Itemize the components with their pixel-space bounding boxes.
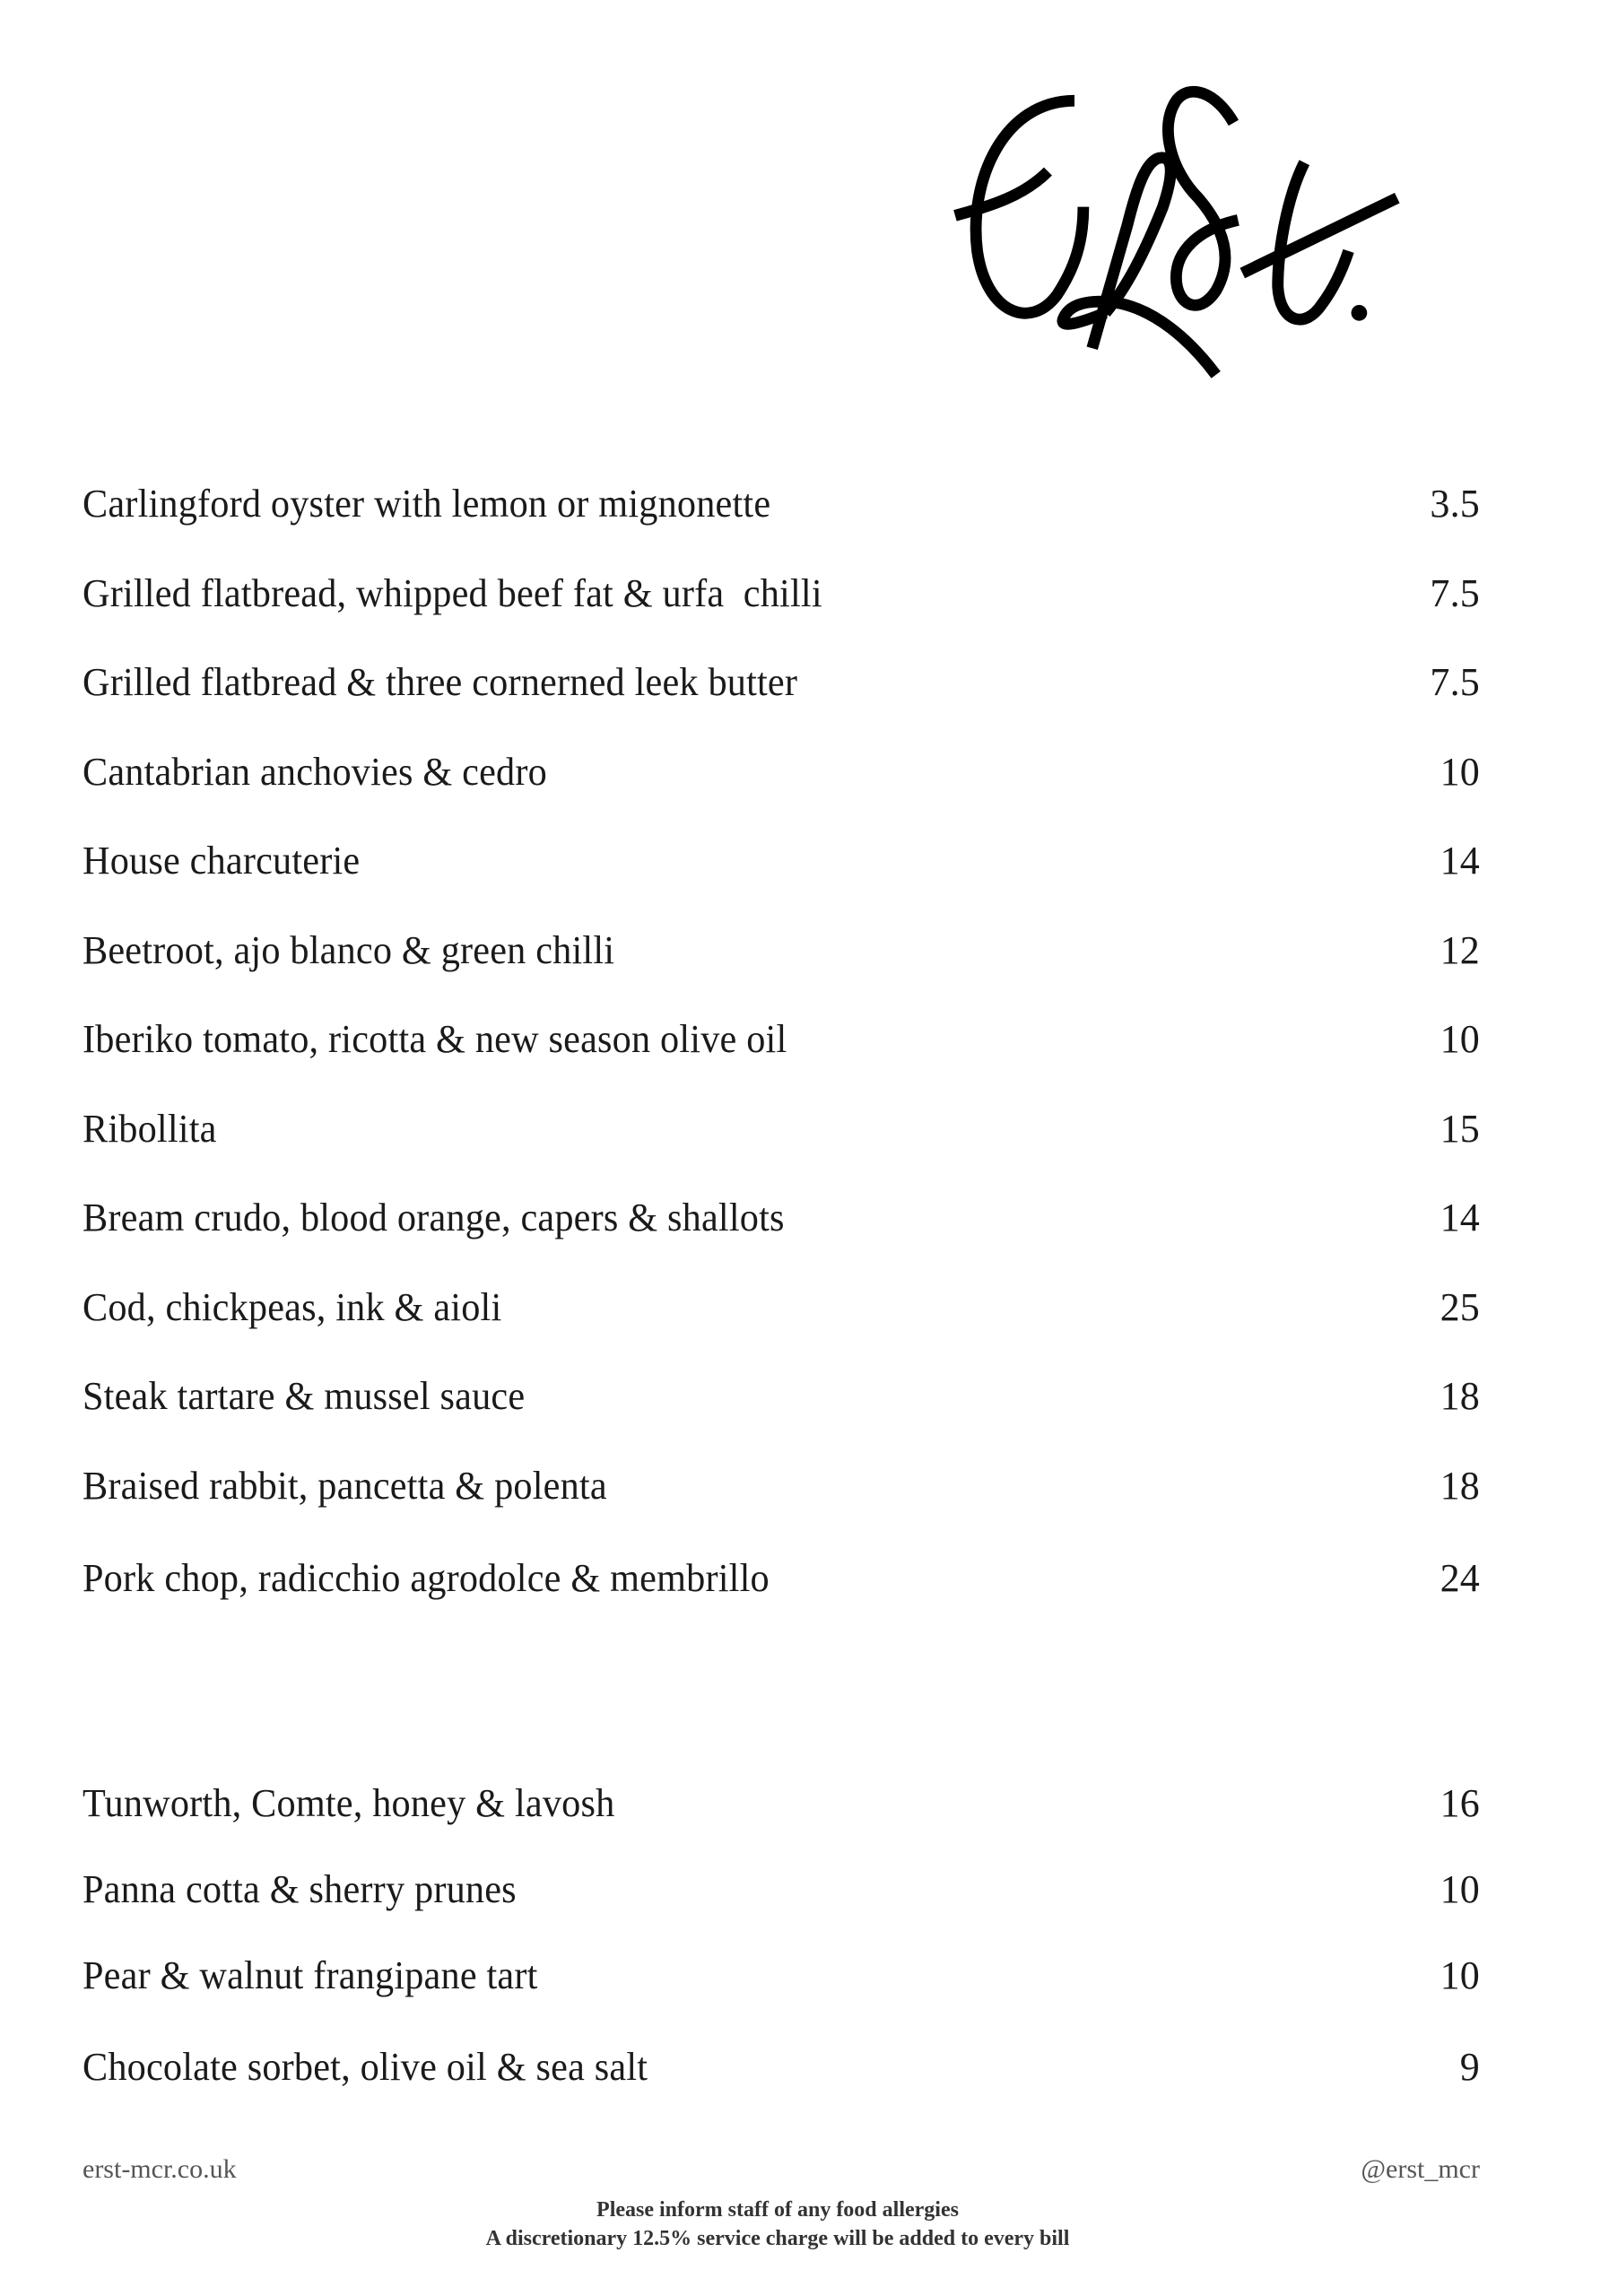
item-name: Grilled flatbread, whipped beef fat & urfa chilli xyxy=(83,570,822,615)
menu-item xyxy=(83,1463,1480,1552)
item-name: Steak tartare & mussel sauce xyxy=(83,1374,526,1418)
item-name: Carlingford oyster with lemon or mignonette xyxy=(83,482,771,526)
menu-item xyxy=(83,481,1480,570)
menu-item xyxy=(83,1780,1480,1866)
item-price: 3.5 xyxy=(1430,482,1480,526)
item-name: Ribollita xyxy=(83,1106,217,1151)
item-price: 10 xyxy=(1440,1017,1480,1061)
item-price: 7.5 xyxy=(1430,660,1480,704)
item-price: 7.5 xyxy=(1430,570,1480,615)
item-price: 24 xyxy=(1440,1556,1480,1600)
website-link[interactable]: erst-mcr.co.uk xyxy=(83,2154,237,2184)
item-name: Beetroot, ajo blanco & green chilli xyxy=(83,927,615,972)
menu-item xyxy=(83,570,1480,660)
menu-item xyxy=(83,838,1480,927)
item-name: Bream crudo, blood orange, capers & shallots xyxy=(83,1196,785,1239)
footer-notice xyxy=(0,2196,1555,2253)
allergy-notice: Please inform staff of any food allergies xyxy=(596,2198,959,2222)
item-price: 14 xyxy=(1440,1196,1480,1239)
item-name: House charcuterie xyxy=(83,839,361,883)
service-charge-notice: A discretionary 12.5% service charge will be added to every bill xyxy=(485,2227,1070,2250)
item-name: Tunworth, Comte, honey & lavosh xyxy=(83,1781,615,1825)
item-price: 16 xyxy=(1440,1781,1480,1825)
dessert-menu-section xyxy=(83,1780,1480,2130)
item-name: Panna cotta & sherry prunes xyxy=(83,1867,517,1911)
menu-item xyxy=(83,1866,1480,1952)
menu-item xyxy=(83,1555,1480,1645)
erst-script-logo-icon xyxy=(951,72,1570,413)
item-name: Iberiko tomato, ricotta & new season olive oil xyxy=(83,1017,787,1061)
item-name: Pork chop, radicchio agrodolce & membrillo xyxy=(83,1556,770,1600)
menu-item xyxy=(83,1952,1480,2039)
menu-item xyxy=(83,1195,1480,1284)
item-name: Grilled flatbread & three cornerned leek butter xyxy=(83,660,798,704)
item-name: Cantabrian anchovies & cedro xyxy=(83,749,547,794)
item-price: 10 xyxy=(1440,1867,1480,1911)
menu-item xyxy=(83,1284,1480,1374)
item-price: 10 xyxy=(1440,1953,1480,1997)
item-price: 10 xyxy=(1440,749,1480,794)
item-price: 15 xyxy=(1440,1106,1480,1151)
item-name: Braised rabbit, pancetta & polenta xyxy=(83,1463,607,1508)
erst-logo xyxy=(951,72,1570,413)
item-price: 9 xyxy=(1459,2045,1480,2089)
item-name: Pear & walnut frangipane tart xyxy=(83,1953,538,1997)
item-name: Chocolate sorbet, olive oil & sea salt xyxy=(83,2045,648,2089)
item-price: 18 xyxy=(1440,1463,1480,1508)
menu-item xyxy=(83,749,1480,839)
main-menu-section xyxy=(83,481,1480,1645)
menu-item xyxy=(83,927,1480,1017)
menu-item xyxy=(83,659,1480,749)
social-handle-link[interactable]: @erst_mcr xyxy=(1361,2154,1480,2184)
menu-item xyxy=(83,1106,1480,1196)
item-price: 14 xyxy=(1440,839,1480,883)
item-price: 18 xyxy=(1440,1374,1480,1418)
menu-item xyxy=(83,1373,1480,1463)
menu-item xyxy=(83,1016,1480,1106)
item-price: 25 xyxy=(1440,1284,1480,1329)
menu-item xyxy=(83,2044,1480,2130)
item-price: 12 xyxy=(1440,927,1480,972)
item-name: Cod, chickpeas, ink & aioli xyxy=(83,1284,502,1329)
